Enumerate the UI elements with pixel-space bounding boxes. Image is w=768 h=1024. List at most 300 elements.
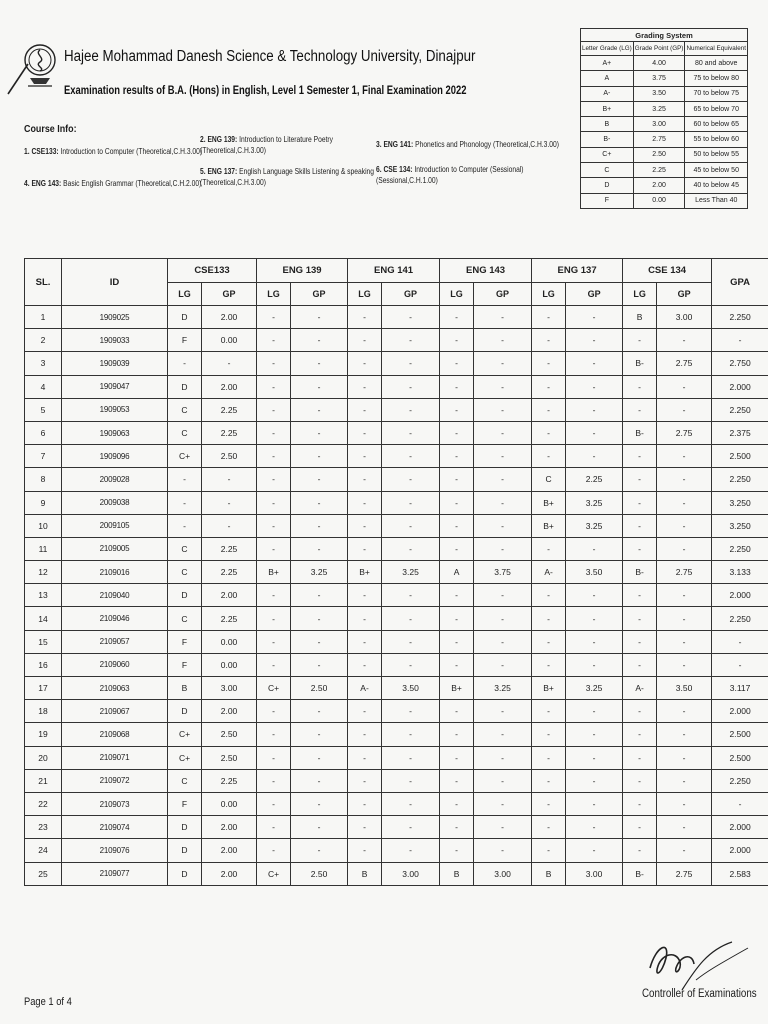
lg-cell: C+: [168, 445, 202, 468]
course-item: 3. ENG 141: Phonetics and Phonology (Theoretical,C.H.3.00): [376, 139, 559, 149]
gp-cell: 2.25: [202, 398, 257, 421]
gp-cell: -: [291, 352, 348, 375]
lg-cell: C: [168, 769, 202, 792]
lg-cell: -: [440, 769, 474, 792]
gp-cell: -: [382, 537, 440, 560]
table-row: [25, 375, 768, 398]
sl-cell: 4: [25, 375, 62, 398]
student-id-cell: 1909025: [62, 306, 168, 329]
gp-subheader: GP: [202, 283, 257, 306]
lg-cell: D: [168, 375, 202, 398]
sl-cell: 16: [25, 653, 62, 676]
sl-cell: 19: [25, 723, 62, 746]
lg-cell: B+: [532, 677, 566, 700]
student-id-cell: 2109005: [62, 537, 168, 560]
gp-cell: -: [657, 398, 712, 421]
table-row: [25, 677, 768, 700]
gpa-cell: 2.000: [712, 839, 768, 862]
grading-row: [581, 132, 748, 147]
gp-cell: 0.00: [202, 329, 257, 352]
lg-cell: -: [532, 306, 566, 329]
gp-cell: -: [382, 306, 440, 329]
gp-cell: -: [566, 421, 623, 444]
lg-cell: -: [257, 700, 291, 723]
grading-point: 3.00: [633, 117, 685, 132]
gp-cell: -: [566, 537, 623, 560]
lg-cell: -: [623, 375, 657, 398]
lg-cell: -: [348, 375, 382, 398]
student-id-cell: 2109060: [62, 653, 168, 676]
gp-cell: 3.00: [202, 677, 257, 700]
lg-cell: C+: [257, 677, 291, 700]
gpa-cell: -: [712, 792, 768, 815]
gp-cell: 3.25: [566, 491, 623, 514]
grading-letter: B-: [581, 132, 634, 147]
gp-cell: -: [474, 421, 532, 444]
gp-cell: -: [291, 491, 348, 514]
gp-cell: 0.00: [202, 792, 257, 815]
table-row: [25, 584, 768, 607]
gp-cell: 3.25: [566, 677, 623, 700]
table-row: [25, 746, 768, 769]
lg-cell: -: [257, 769, 291, 792]
gp-cell: -: [474, 468, 532, 491]
gp-cell: 2.00: [202, 862, 257, 885]
gp-cell: 2.25: [202, 769, 257, 792]
lg-cell: A: [440, 561, 474, 584]
lg-cell: -: [168, 468, 202, 491]
gp-cell: -: [474, 491, 532, 514]
table-row: [25, 816, 768, 839]
student-id-cell: 1909039: [62, 352, 168, 375]
lg-cell: -: [440, 792, 474, 815]
grading-letter: A+: [581, 56, 634, 71]
gp-subheader: GP: [382, 283, 440, 306]
gp-cell: -: [291, 723, 348, 746]
gp-cell: -: [382, 839, 440, 862]
grading-range: Less Than 40: [685, 193, 748, 208]
grading-row: [581, 147, 748, 162]
lg-cell: -: [440, 653, 474, 676]
table-row: [25, 862, 768, 885]
gpa-cell: 2.250: [712, 306, 768, 329]
gp-cell: 2.50: [291, 862, 348, 885]
gp-cell: -: [291, 769, 348, 792]
gp-cell: -: [474, 792, 532, 815]
sl-cell: 5: [25, 398, 62, 421]
grading-row: [581, 163, 748, 178]
grading-range: 80 and above: [685, 56, 748, 71]
grading-title: Grading System: [581, 29, 748, 42]
lg-cell: C: [168, 537, 202, 560]
lg-cell: -: [348, 653, 382, 676]
lg-cell: -: [623, 329, 657, 352]
sl-header: SL.: [25, 259, 62, 306]
gp-cell: -: [474, 537, 532, 560]
lg-cell: -: [257, 352, 291, 375]
lg-cell: -: [348, 723, 382, 746]
sl-cell: 6: [25, 421, 62, 444]
table-row: [25, 445, 768, 468]
sl-cell: 13: [25, 584, 62, 607]
gpa-cell: 3.133: [712, 561, 768, 584]
gp-cell: 2.00: [202, 816, 257, 839]
lg-cell: -: [440, 723, 474, 746]
grading-range: 75 to below 80: [685, 71, 748, 86]
lg-subheader: LG: [440, 283, 474, 306]
course-item: 6. CSE 134: Introduction to Computer (Sessional) (Sessional,C.H.1.00): [376, 164, 524, 185]
lg-cell: C: [532, 468, 566, 491]
lg-cell: -: [440, 445, 474, 468]
gp-cell: -: [291, 445, 348, 468]
student-id-cell: 2109016: [62, 561, 168, 584]
gp-cell: -: [474, 653, 532, 676]
gp-cell: -: [291, 607, 348, 630]
gp-cell: -: [566, 816, 623, 839]
gp-cell: -: [657, 769, 712, 792]
gp-cell: -: [382, 653, 440, 676]
lg-cell: -: [532, 398, 566, 421]
lg-cell: -: [257, 607, 291, 630]
gp-cell: -: [566, 445, 623, 468]
lg-cell: -: [532, 792, 566, 815]
gp-cell: -: [291, 537, 348, 560]
table-row: [25, 421, 768, 444]
table-row: [25, 700, 768, 723]
lg-cell: B+: [532, 514, 566, 537]
gp-cell: -: [474, 445, 532, 468]
gp-cell: 0.00: [202, 653, 257, 676]
gpa-cell: 3.117: [712, 677, 768, 700]
lg-cell: -: [623, 839, 657, 862]
gp-cell: -: [382, 607, 440, 630]
sl-cell: 14: [25, 607, 62, 630]
lg-cell: -: [348, 816, 382, 839]
gp-cell: -: [291, 584, 348, 607]
gp-cell: -: [474, 306, 532, 329]
lg-cell: F: [168, 329, 202, 352]
gp-cell: -: [382, 792, 440, 815]
gp-cell: -: [382, 816, 440, 839]
grading-row: [581, 86, 748, 101]
lg-subheader: LG: [348, 283, 382, 306]
lg-cell: -: [532, 352, 566, 375]
lg-cell: -: [532, 329, 566, 352]
gpa-cell: 2.000: [712, 816, 768, 839]
gpa-cell: 2.250: [712, 468, 768, 491]
student-id-cell: 2109046: [62, 607, 168, 630]
table-row: [25, 630, 768, 653]
lg-cell: -: [348, 746, 382, 769]
gpa-header: GPA: [712, 259, 768, 306]
lg-subheader: LG: [168, 283, 202, 306]
gpa-cell: 2.375: [712, 421, 768, 444]
university-logo-icon: [6, 38, 58, 96]
gp-cell: -: [382, 700, 440, 723]
gp-cell: -: [474, 607, 532, 630]
gp-cell: -: [657, 445, 712, 468]
gp-cell: -: [474, 584, 532, 607]
lg-cell: -: [623, 653, 657, 676]
table-row: [25, 607, 768, 630]
gp-cell: 2.00: [202, 375, 257, 398]
table-row: [25, 653, 768, 676]
lg-cell: -: [257, 723, 291, 746]
lg-cell: -: [532, 653, 566, 676]
grading-letter: B: [581, 117, 634, 132]
sl-cell: 20: [25, 746, 62, 769]
lg-cell: D: [168, 584, 202, 607]
lg-cell: -: [532, 816, 566, 839]
course-header: ENG 137: [532, 259, 623, 283]
gp-cell: 3.50: [382, 677, 440, 700]
lg-cell: -: [348, 584, 382, 607]
sl-cell: 9: [25, 491, 62, 514]
gp-subheader: GP: [291, 283, 348, 306]
lg-subheader: LG: [532, 283, 566, 306]
grading-letter: C+: [581, 147, 634, 162]
sl-cell: 21: [25, 769, 62, 792]
gp-cell: -: [474, 352, 532, 375]
lg-cell: A-: [623, 677, 657, 700]
gp-cell: 2.00: [202, 700, 257, 723]
sl-cell: 23: [25, 816, 62, 839]
lg-cell: B: [623, 306, 657, 329]
gp-cell: -: [202, 468, 257, 491]
gp-cell: 2.50: [202, 445, 257, 468]
gp-subheader: GP: [474, 283, 532, 306]
gpa-cell: 2.250: [712, 769, 768, 792]
lg-cell: -: [440, 746, 474, 769]
gp-cell: -: [291, 375, 348, 398]
gp-cell: 2.50: [202, 746, 257, 769]
lg-cell: B-: [623, 352, 657, 375]
gp-cell: -: [202, 352, 257, 375]
student-id-cell: 2109072: [62, 769, 168, 792]
grading-point: 3.75: [633, 71, 685, 86]
gp-cell: -: [382, 329, 440, 352]
gp-cell: 2.00: [202, 306, 257, 329]
lg-cell: -: [532, 630, 566, 653]
sl-cell: 12: [25, 561, 62, 584]
gp-cell: -: [474, 329, 532, 352]
gp-cell: -: [291, 630, 348, 653]
gp-cell: -: [657, 537, 712, 560]
grading-range: 65 to below 70: [685, 101, 748, 116]
gp-cell: -: [566, 375, 623, 398]
lg-cell: C+: [168, 746, 202, 769]
lg-cell: -: [348, 514, 382, 537]
sl-cell: 22: [25, 792, 62, 815]
gp-cell: -: [657, 839, 712, 862]
grading-range: 55 to below 60: [685, 132, 748, 147]
course-header: ENG 139: [257, 259, 348, 283]
lg-subheader: LG: [257, 283, 291, 306]
gp-cell: 2.75: [657, 862, 712, 885]
gpa-cell: 2.250: [712, 537, 768, 560]
grading-point: 0.00: [633, 193, 685, 208]
sl-cell: 1: [25, 306, 62, 329]
gp-cell: 2.25: [202, 561, 257, 584]
sl-cell: 17: [25, 677, 62, 700]
table-row: [25, 491, 768, 514]
lg-cell: -: [623, 746, 657, 769]
table-row: [25, 468, 768, 491]
lg-cell: -: [348, 329, 382, 352]
grading-header: Grade Point (GP): [633, 42, 685, 56]
student-id-cell: 2009028: [62, 468, 168, 491]
course-header: ENG 143: [440, 259, 532, 283]
gp-cell: -: [382, 468, 440, 491]
lg-cell: -: [623, 537, 657, 560]
gp-cell: 2.00: [202, 839, 257, 862]
lg-cell: B-: [623, 421, 657, 444]
table-row: [25, 352, 768, 375]
lg-cell: -: [257, 746, 291, 769]
gp-cell: 2.25: [202, 607, 257, 630]
grading-range: 45 to below 50: [685, 163, 748, 178]
gp-cell: 3.50: [657, 677, 712, 700]
lg-cell: -: [440, 584, 474, 607]
lg-cell: -: [257, 584, 291, 607]
gp-cell: -: [202, 491, 257, 514]
lg-cell: -: [257, 468, 291, 491]
course-info-heading: Course Info:: [24, 123, 77, 135]
student-id-cell: 1909033: [62, 329, 168, 352]
gp-cell: -: [291, 398, 348, 421]
lg-cell: C+: [168, 723, 202, 746]
table-row: [25, 306, 768, 329]
course-header: CSE 134: [623, 259, 712, 283]
lg-cell: -: [348, 352, 382, 375]
gpa-cell: 2.583: [712, 862, 768, 885]
lg-cell: A-: [348, 677, 382, 700]
gp-cell: 3.25: [566, 514, 623, 537]
course-item: 4. ENG 143: Basic English Grammar (Theoretical,C.H.2.00): [24, 178, 202, 188]
sl-cell: 18: [25, 700, 62, 723]
gp-cell: 2.75: [657, 561, 712, 584]
gpa-cell: -: [712, 653, 768, 676]
gp-cell: -: [382, 421, 440, 444]
lg-cell: F: [168, 792, 202, 815]
grading-row: [581, 56, 748, 71]
lg-cell: -: [168, 352, 202, 375]
lg-cell: -: [440, 700, 474, 723]
lg-cell: D: [168, 839, 202, 862]
lg-cell: -: [440, 421, 474, 444]
lg-cell: D: [168, 306, 202, 329]
gp-cell: -: [657, 607, 712, 630]
lg-cell: -: [348, 537, 382, 560]
gp-cell: -: [657, 329, 712, 352]
lg-cell: -: [348, 839, 382, 862]
grading-point: 3.50: [633, 86, 685, 101]
gpa-cell: -: [712, 630, 768, 653]
lg-cell: -: [440, 816, 474, 839]
gp-cell: -: [474, 375, 532, 398]
page-number: Page 1 of 4: [24, 996, 72, 1008]
lg-cell: -: [440, 306, 474, 329]
gp-subheader: GP: [566, 283, 623, 306]
gp-cell: 3.75: [474, 561, 532, 584]
gp-cell: -: [291, 816, 348, 839]
gp-cell: 2.00: [202, 584, 257, 607]
gp-cell: -: [474, 839, 532, 862]
lg-cell: -: [168, 514, 202, 537]
lg-cell: -: [623, 630, 657, 653]
gpa-cell: 2.250: [712, 607, 768, 630]
gp-cell: -: [382, 352, 440, 375]
lg-cell: -: [257, 816, 291, 839]
lg-cell: A-: [532, 561, 566, 584]
lg-cell: C: [168, 421, 202, 444]
lg-cell: -: [532, 700, 566, 723]
lg-cell: -: [440, 607, 474, 630]
gp-cell: -: [566, 769, 623, 792]
gpa-cell: 2.500: [712, 746, 768, 769]
student-id-cell: 2109068: [62, 723, 168, 746]
student-id-cell: 2109071: [62, 746, 168, 769]
course-item: 1. CSE133: Introduction to Computer (Theoretical,C.H.3.00): [24, 146, 203, 156]
lg-cell: C+: [257, 862, 291, 885]
table-row: [25, 537, 768, 560]
lg-cell: -: [168, 491, 202, 514]
gp-cell: -: [474, 723, 532, 746]
lg-cell: -: [257, 445, 291, 468]
lg-cell: -: [257, 421, 291, 444]
sl-cell: 11: [25, 537, 62, 560]
id-header: ID: [62, 259, 168, 306]
lg-cell: -: [348, 468, 382, 491]
gp-cell: -: [566, 700, 623, 723]
gp-cell: -: [474, 398, 532, 421]
gpa-cell: 2.000: [712, 584, 768, 607]
lg-cell: -: [348, 792, 382, 815]
student-id-cell: 1909047: [62, 375, 168, 398]
lg-cell: -: [532, 839, 566, 862]
lg-cell: -: [257, 514, 291, 537]
gpa-cell: 2.500: [712, 723, 768, 746]
lg-cell: -: [623, 445, 657, 468]
grading-point: 2.50: [633, 147, 685, 162]
lg-cell: -: [348, 630, 382, 653]
lg-cell: -: [623, 816, 657, 839]
gp-cell: -: [474, 816, 532, 839]
lg-cell: D: [168, 862, 202, 885]
lg-cell: -: [440, 398, 474, 421]
gp-cell: -: [382, 746, 440, 769]
grading-system-table: [580, 28, 748, 209]
gp-cell: -: [566, 398, 623, 421]
gp-cell: 2.75: [657, 421, 712, 444]
lg-cell: -: [348, 769, 382, 792]
gp-cell: -: [291, 792, 348, 815]
sl-cell: 10: [25, 514, 62, 537]
course-header: CSE133: [168, 259, 257, 283]
gp-subheader: GP: [657, 283, 712, 306]
lg-cell: -: [348, 445, 382, 468]
lg-cell: B+: [532, 491, 566, 514]
gp-cell: -: [566, 723, 623, 746]
lg-cell: -: [623, 723, 657, 746]
gp-cell: 3.25: [382, 561, 440, 584]
gp-cell: -: [382, 769, 440, 792]
lg-cell: B+: [257, 561, 291, 584]
sl-cell: 2: [25, 329, 62, 352]
gp-cell: -: [474, 746, 532, 769]
grading-letter: A-: [581, 86, 634, 101]
gp-cell: -: [474, 630, 532, 653]
